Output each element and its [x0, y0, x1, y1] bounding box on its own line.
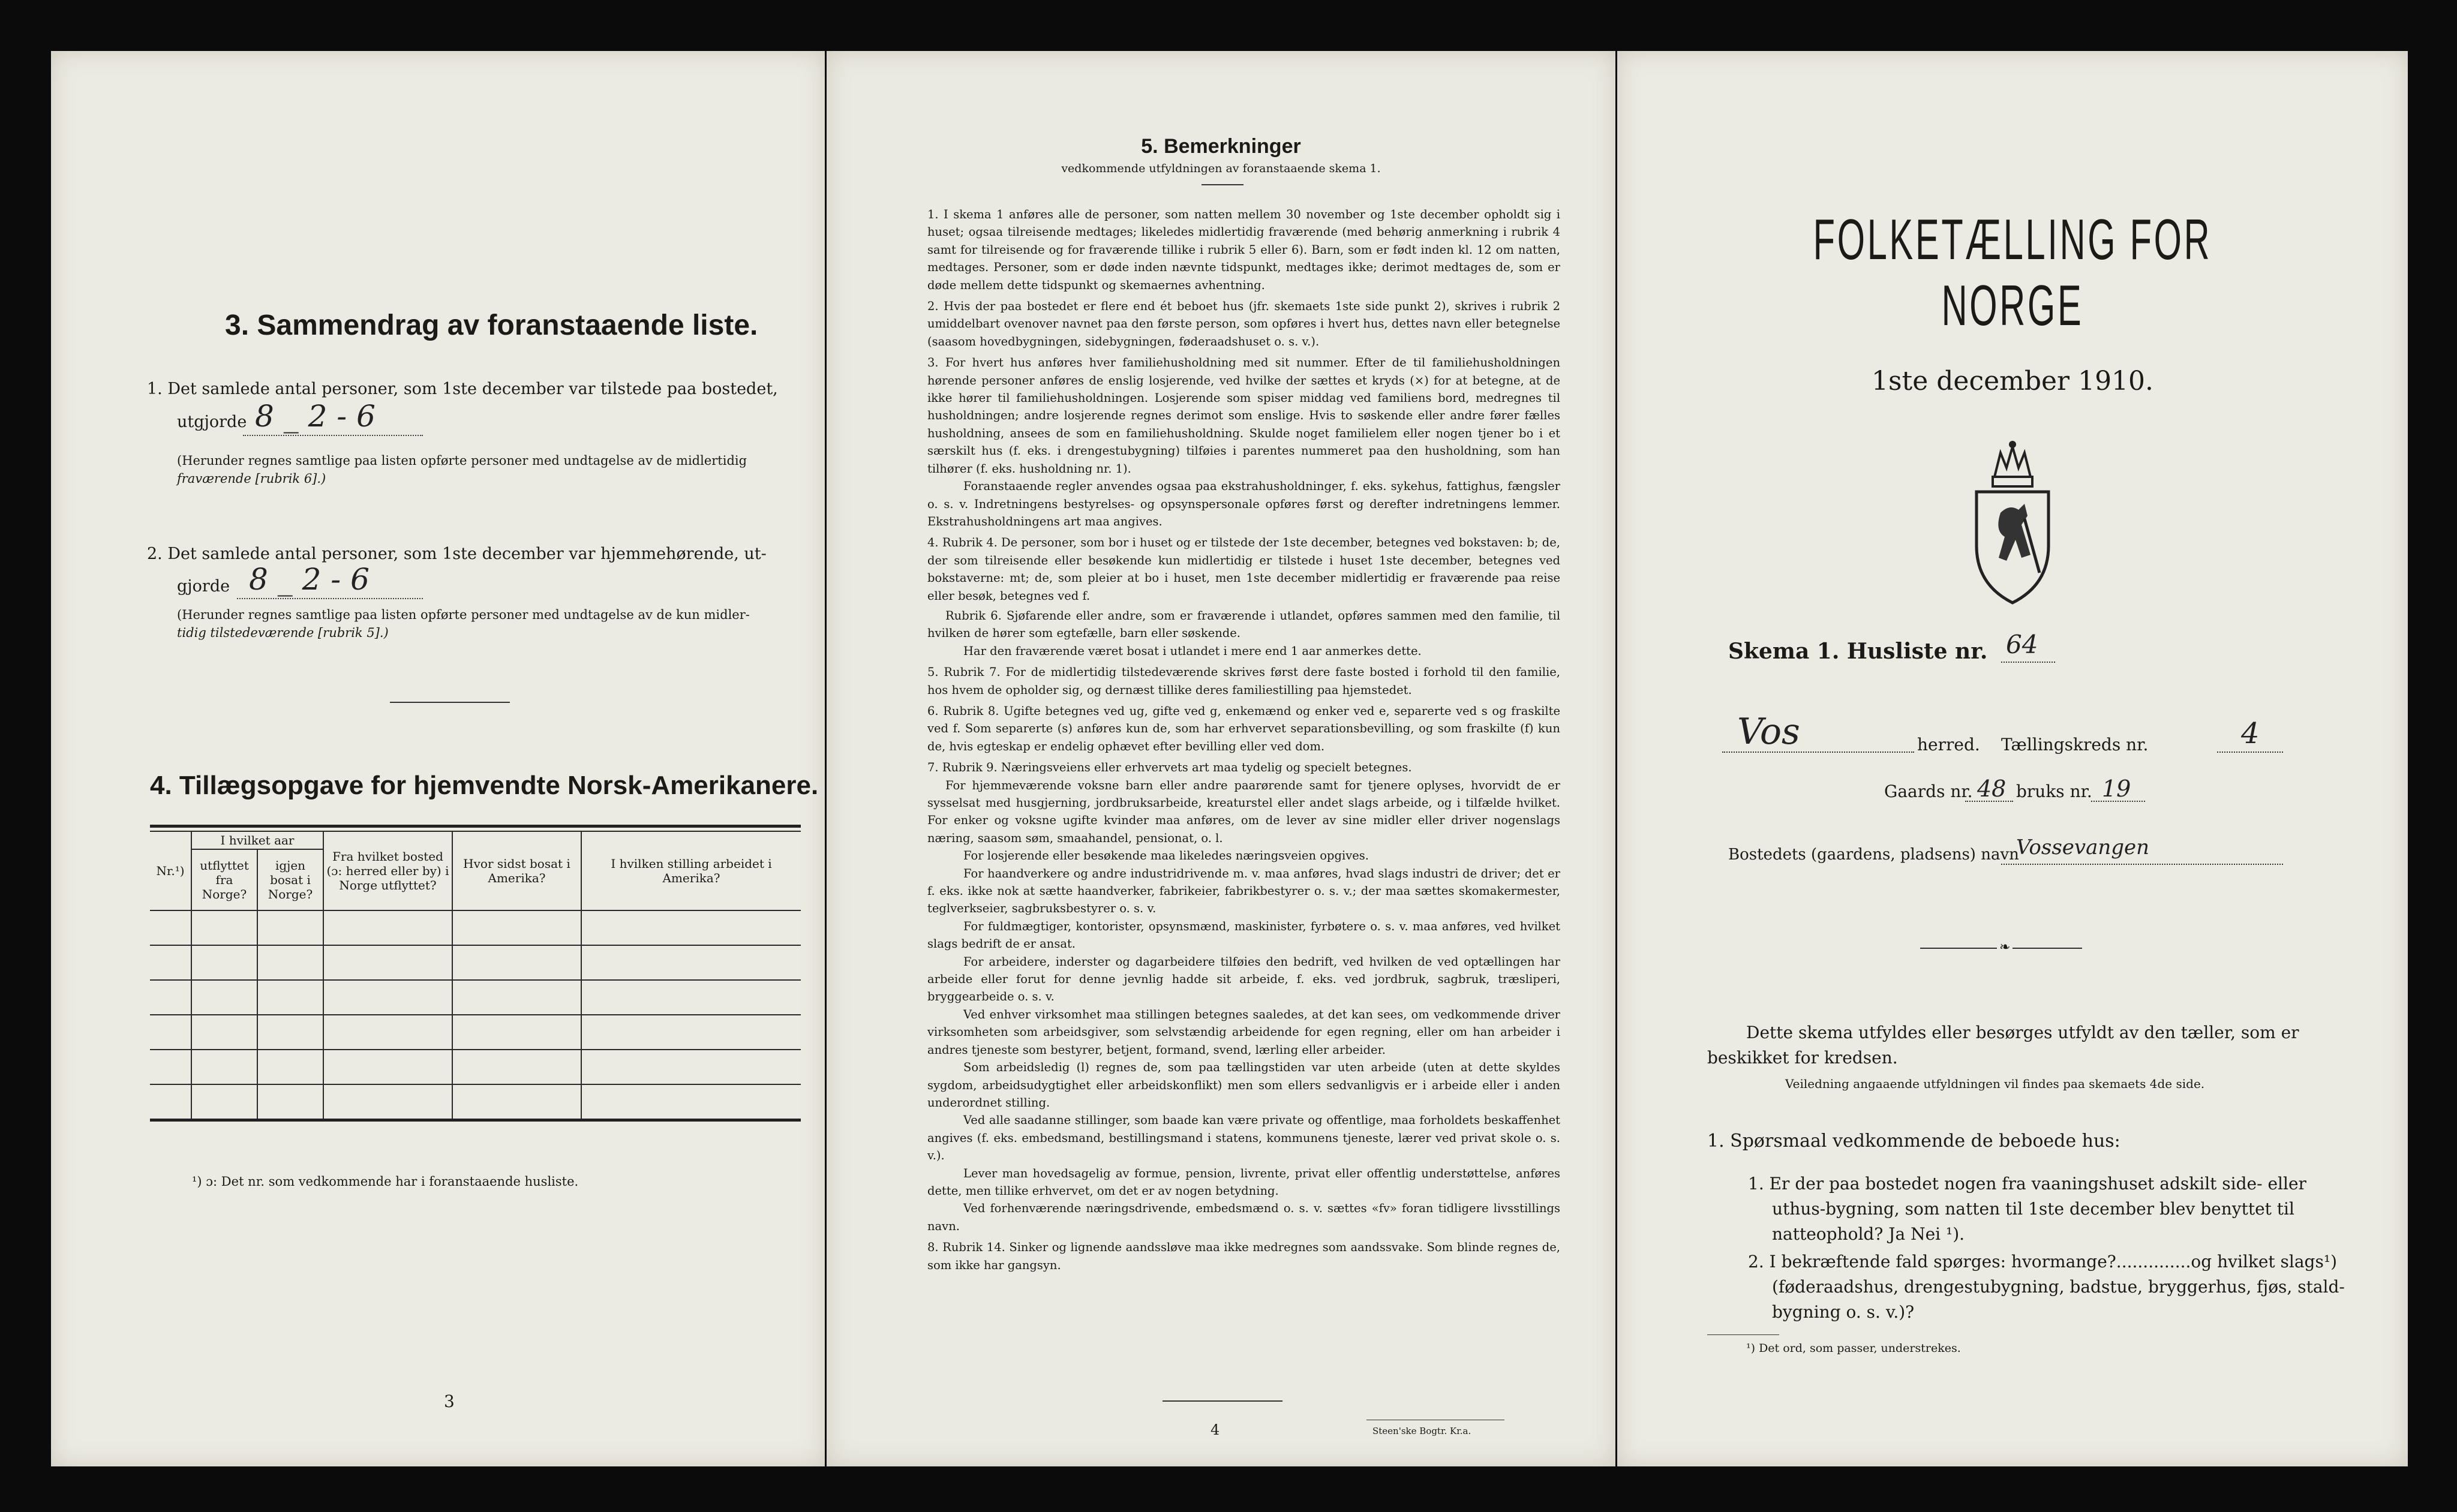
col-nr: Nr.¹)	[150, 831, 191, 910]
q1-line3: natteophold? Ja Nei ¹).	[1772, 1224, 1965, 1244]
title-rule	[1202, 184, 1243, 185]
kreds-nr: 4	[2241, 717, 2260, 750]
col-fra: Fra hvilket bosted (ɔ: herred eller by) i Norge utflyttet?	[323, 831, 452, 910]
remark-7i: Lever man hovedsagelig av formue, pension, livrente, privat eller offentlig understøttelse, anføres dette, men tillike erhvervet, om det er av nogen betydning.	[927, 1166, 1560, 1198]
item1-note1: (Herunder regnes samtlige paa listen opførte personer med undtagelse av de midlertidig	[177, 453, 747, 468]
page-middle	[827, 51, 1615, 1466]
item1-text: 1. Det samlede antal personer, som 1ste december var tilstede paa bostedet,	[147, 380, 778, 398]
table-row	[150, 1015, 801, 1050]
question-2	[1748, 1249, 2345, 1325]
page-number-4: 4	[1211, 1421, 1220, 1438]
remark-7e: For arbeidere, inderster og dagarbeidere tilføies den bedrift, ved hvilken de ved optællingen har arbeide eller forut for denne jevnlig hadde sit arbeide, f. eks. ved jordbruk, sagbruk, træsliperi, bryggearbeide o. s. v.	[927, 954, 1560, 1004]
item2-value: 8 _ 2 - 6	[249, 562, 370, 597]
col-stilling: I hvilken stilling arbeidet i Amerika?	[581, 831, 801, 910]
census-date: 1ste december 1910.	[1871, 366, 2154, 396]
bottom-rule	[1163, 1400, 1282, 1402]
gaards-nr: 48	[1977, 775, 2007, 802]
herred-label: herred.	[1917, 735, 1980, 755]
q1-line1: 1. Er der paa bostedet nogen fra vaaningshuset adskilt side- eller	[1748, 1174, 2306, 1194]
remark-7h: Ved alle saadanne stillinger, som baade kan være private og offentlige, maa forholdets beskaffenhet angives (f. eks. embedsmand, bestillingsmand i statens, kommunens tjeneste, lærer ved privat skole o. s. v.).	[927, 1113, 1560, 1163]
col-utflyttet: utflyttet fra Norge?	[191, 849, 257, 910]
item1-dotline	[243, 435, 423, 436]
remark-7d: For fuldmægtiger, kontorister, opsynsmænd, maskinister, fyrbøtere o. s. v. maa anføres, ved hvilket slags bedrift de er ansat.	[927, 919, 1560, 951]
item2-note1: (Herunder regnes samtlige paa listen opførte personer med undtagelse av de kun midler-	[177, 608, 750, 622]
page-left	[51, 51, 825, 1466]
remark-7b: For losjerende eller besøkende maa likeledes næringsveien opgives.	[963, 849, 1369, 863]
table-row	[150, 945, 801, 980]
table-row	[150, 980, 801, 1015]
gaards-label: Gaards nr.	[1884, 781, 1973, 801]
item1-prefix: utgjorde	[177, 413, 247, 431]
husliste-dots	[2001, 662, 2055, 663]
page-number-3: 3	[444, 1391, 455, 1411]
remark-4: 4. Rubrik 4. De personer, som bor i huset og er tilstede der 1ste december, betegnes ved bokstaven: b; de, der som tilreisende eller besøkende kun midlertidig er tilstede i huset 1ste december, betegnes ved bokstaverne: mt; de, som pleier at bo i huset, men 1ste december midlertidig er fraværende paa reise eller besøk, betegnes ved f.	[927, 536, 1560, 603]
bosted-dots	[2001, 864, 2283, 865]
bruks-label: bruks nr.	[2016, 781, 2092, 801]
norsk-amerikaner-table	[150, 831, 801, 1122]
remark-3b: Foranstaaende regler anvendes ogsaa paa ekstrahusholdninger, f. eks. sykehus, fattighus, fængsler o. s. v. Indretningens bestyrelses- og opsynspersonale opføres først og derefter indretningens lemmer. Ekstrahusholdningens art maa angives.	[927, 479, 1560, 528]
herred-dots	[1722, 752, 1914, 753]
q2-line3: bygning o. s. v.)?	[1772, 1302, 1915, 1322]
col-group: I hvilket aar	[191, 831, 323, 849]
gaards-dots	[1965, 801, 2013, 802]
table-footnote: ¹) ɔ: Det nr. som vedkommende har i foranstaaende husliste.	[192, 1174, 579, 1189]
right-footnote: ¹) Det ord, som passer, understrekes.	[1746, 1342, 1961, 1355]
intro-line2: beskikket for kredsen.	[1707, 1048, 1898, 1068]
section3-title: 3. Sammendrag av foranstaaende liste.	[225, 309, 758, 341]
col-hvor: Hvor sidst bosat i Amerika?	[452, 831, 581, 910]
remark-1: 1. I skema 1 anføres alle de personer, som natten mellem 30 november og 1ste december opholdt sig i huset; ogsaa tilreisende medtages; likeledes midlertidig fraværende (med behørig anmerkning i rubrik 4 samt for tilreisende og for fraværende tillike i rubrik 5 eller 6). Barn, som er født inden kl. 12 om natten, medtages. Personer, som er døde inden nævnte tidspunkt, medtages ikke; derimot medtages de, som er døde mellem dette tidspunkt og skemaernes avhentning.	[927, 208, 1560, 292]
table-row	[150, 1084, 801, 1120]
table-row	[150, 910, 801, 945]
item2-text: 2. Det samlede antal personer, som 1ste december var hjemmehørende, ut-	[147, 545, 767, 563]
intro-line1: Dette skema utfyldes eller besørges utfyldt av den tæller, som er	[1746, 1023, 2299, 1042]
remark-2: 2. Hvis der paa bostedet er flere end ét beboet hus (jfr. skemaets 1ste side punkt 2), skrives i rubrik 2 umiddelbart ovenover navnet paa den første person, som opføres i hvert hus, dettes navn eller betegnelse (saasom hovedbygningen, sidebygningen, føderaadshuset o. s. v.).	[927, 299, 1560, 348]
q2-line1: 2. I bekræftende fald spørges: hvormange?..............og hvilket slags¹)	[1748, 1252, 2337, 1271]
intro-note: Veiledning angaaende utfyldningen vil findes paa skemaets 4de side.	[1785, 1077, 2205, 1091]
remark-8: 8. Rubrik 14. Sinker og lignende aandssløve maa ikke medregnes som aandssvake. Som blinde regnes de, som ikke har gangsyn.	[927, 1240, 1560, 1272]
questions-title: 1. Spørsmaal vedkommende de beboede hus:	[1707, 1131, 2120, 1152]
q1-line2: uthus-bygning, som natten til 1ste december blev benyttet til	[1772, 1199, 2294, 1219]
kreds-dots	[2217, 752, 2283, 753]
divider	[390, 702, 510, 703]
item1-value: 8 _ 2 - 6	[255, 399, 376, 434]
bosted-label: Bostedets (gaardens, pladsens) navn	[1728, 846, 2019, 864]
bruks-dots	[2091, 801, 2145, 802]
remarks-subtitle: vedkommende utfyldningen av foranstaaende skema 1.	[1061, 162, 1381, 175]
remark-7f: Ved enhver virksomhet maa stillingen betegnes saaledes, at det kan sees, om vedkommende driver virksomheten som arbeidsgiver, som selvstændig arbeidende for egen regning, eller om han arbeider i andres tjeneste som bestyrer, betjent, formand, svend, lærling eller arbeider.	[927, 1007, 1560, 1057]
remarks-body	[927, 206, 1560, 1274]
col-igjen: igjen bosat i Norge?	[257, 849, 323, 910]
remark-4c: Har den fraværende været bosat i utlandet i mere end 1 aar anmerkes dette.	[963, 644, 1422, 658]
herred-value: Vos	[1737, 711, 1800, 753]
husliste-nr: 64	[2006, 630, 2038, 659]
printer-mark: Steen'ske Bogtr. Kr.a.	[1372, 1426, 1471, 1436]
page-right	[1617, 51, 2408, 1466]
q2-line2: (føderaadshus, drengestubygning, badstue, bryggerhus, fjøs, stald-	[1772, 1277, 2345, 1297]
kreds-label: Tællingskreds nr.	[2001, 735, 2149, 755]
item1-note2: fraværende [rubrik 6].)	[177, 471, 326, 486]
bruks-nr: 19	[2102, 775, 2131, 802]
question-1	[1748, 1171, 2306, 1247]
remarks-title: 5. Bemerkninger	[1141, 135, 1301, 158]
item2-prefix: gjorde	[177, 577, 230, 596]
remark-5: 5. Rubrik 7. For de midlertidig tilstedeværende skrives først dere faste bosted i forhold til den familie, hos hvem de opholder sig, og dernæst tillike deres familiestilling paa hjemstedet.	[927, 665, 1560, 697]
remark-4b: Rubrik 6. Sjøfarende eller andre, som er fraværende i utlandet, opføres sammen med den familie, til hvilken de hører som egtefælle, barn eller søskende.	[927, 608, 1560, 641]
bosted-value: Vossevangen	[2016, 835, 2150, 859]
remark-7j: Ved forhenværende næringsdrivende, embedsmænd o. s. v. sættes «fv» foran tidligere livsstillings navn.	[927, 1201, 1560, 1233]
census-title: FOLKETÆLLING FOR NORGE	[1813, 208, 2212, 338]
table-row	[150, 1050, 801, 1084]
coat-of-arms-icon	[1968, 435, 2057, 609]
section4-title: 4. Tillægsopgave for hjemvendte Norsk-Amerikanere.	[150, 771, 819, 800]
schema-label: Skema 1. Husliste nr.	[1728, 639, 1988, 664]
remark-7a: For hjemmeværende voksne barn eller andre paarørende samt for tjenere oplyses, hvorvidt de er sysselsat med husgjerning, jordbruksarbeide, kreaturstel eller andet slags arbeide, og i tilfælde hvilket. For enker og voksne ugifte kvinder maa anføres, om de lever av sine midler eller driver nogenslags næring, saasom søm, smaahandel, pensionat, o. l.	[927, 778, 1560, 845]
item2-dotline	[237, 598, 423, 599]
ornament-icon: ❧	[1997, 940, 2013, 955]
remark-7c: For haandverkere og andre industridrivende m. v. maa anføres, hvad slags industri de driver; det er f. eks. ikke nok at sætte haandverker, fabrikeier, fabrikbestyrer o. s. v.; der maa sættes skomakermester, teglverkseier, sagbruksbestyrer o. s. v.	[927, 866, 1560, 916]
remark-7g: Som arbeidsledig (l) regnes de, som paa tællingstiden var uten arbeide (uten at dette skyldes sygdom, arbeidsudygtighet eller arbeidskonflikt) men som ellers sedvanligvis er i arbeide eller i anden underordnet stilling.	[927, 1060, 1560, 1110]
table-top-rule	[150, 825, 801, 828]
remark-3: 3. For hvert hus anføres hver familiehusholdning med sit nummer. Efter de til familiehusholdningen hørende personer anføres de enslig losjerende, ved hvilke der sættes et kryds (×) for at betegne, at de ikke hører til familiehusholdningen. Losjerende som spiser middag ved familiens bord, medregnes til husholdningen; andre losjerende regnes derimot som enslige. Hvis to søskende eller andre fører fælles husholdning, ansees de som en familiehusholdning. Skulde noget familielem eller nogen tjener bo i et særskilt hus (f. eks. i drengestubygning) tilføies i parentes nummeret paa den husholdning, som han tilhører (f. eks. husholdning nr. 1).	[927, 356, 1560, 476]
remark-6: 6. Rubrik 8. Ugifte betegnes ved ug, gifte ved g, enkemænd og enker ved e, separerte ved s og fraskilte ved f. Som separerte (s) anføres kun de, som har erhvervet separationsbevilling, og som fraskilte (f) kun de, hvis egteskap er endelig ophævet efter bevilling eller ved dom.	[927, 704, 1560, 753]
remark-7: 7. Rubrik 9. Næringsveiens eller erhvervets art maa tydelig og specielt betegnes.	[927, 760, 1412, 775]
footnote-rule	[1707, 1334, 1779, 1335]
item2-note2: tidig tilstedeværende [rubrik 5].)	[177, 626, 389, 640]
